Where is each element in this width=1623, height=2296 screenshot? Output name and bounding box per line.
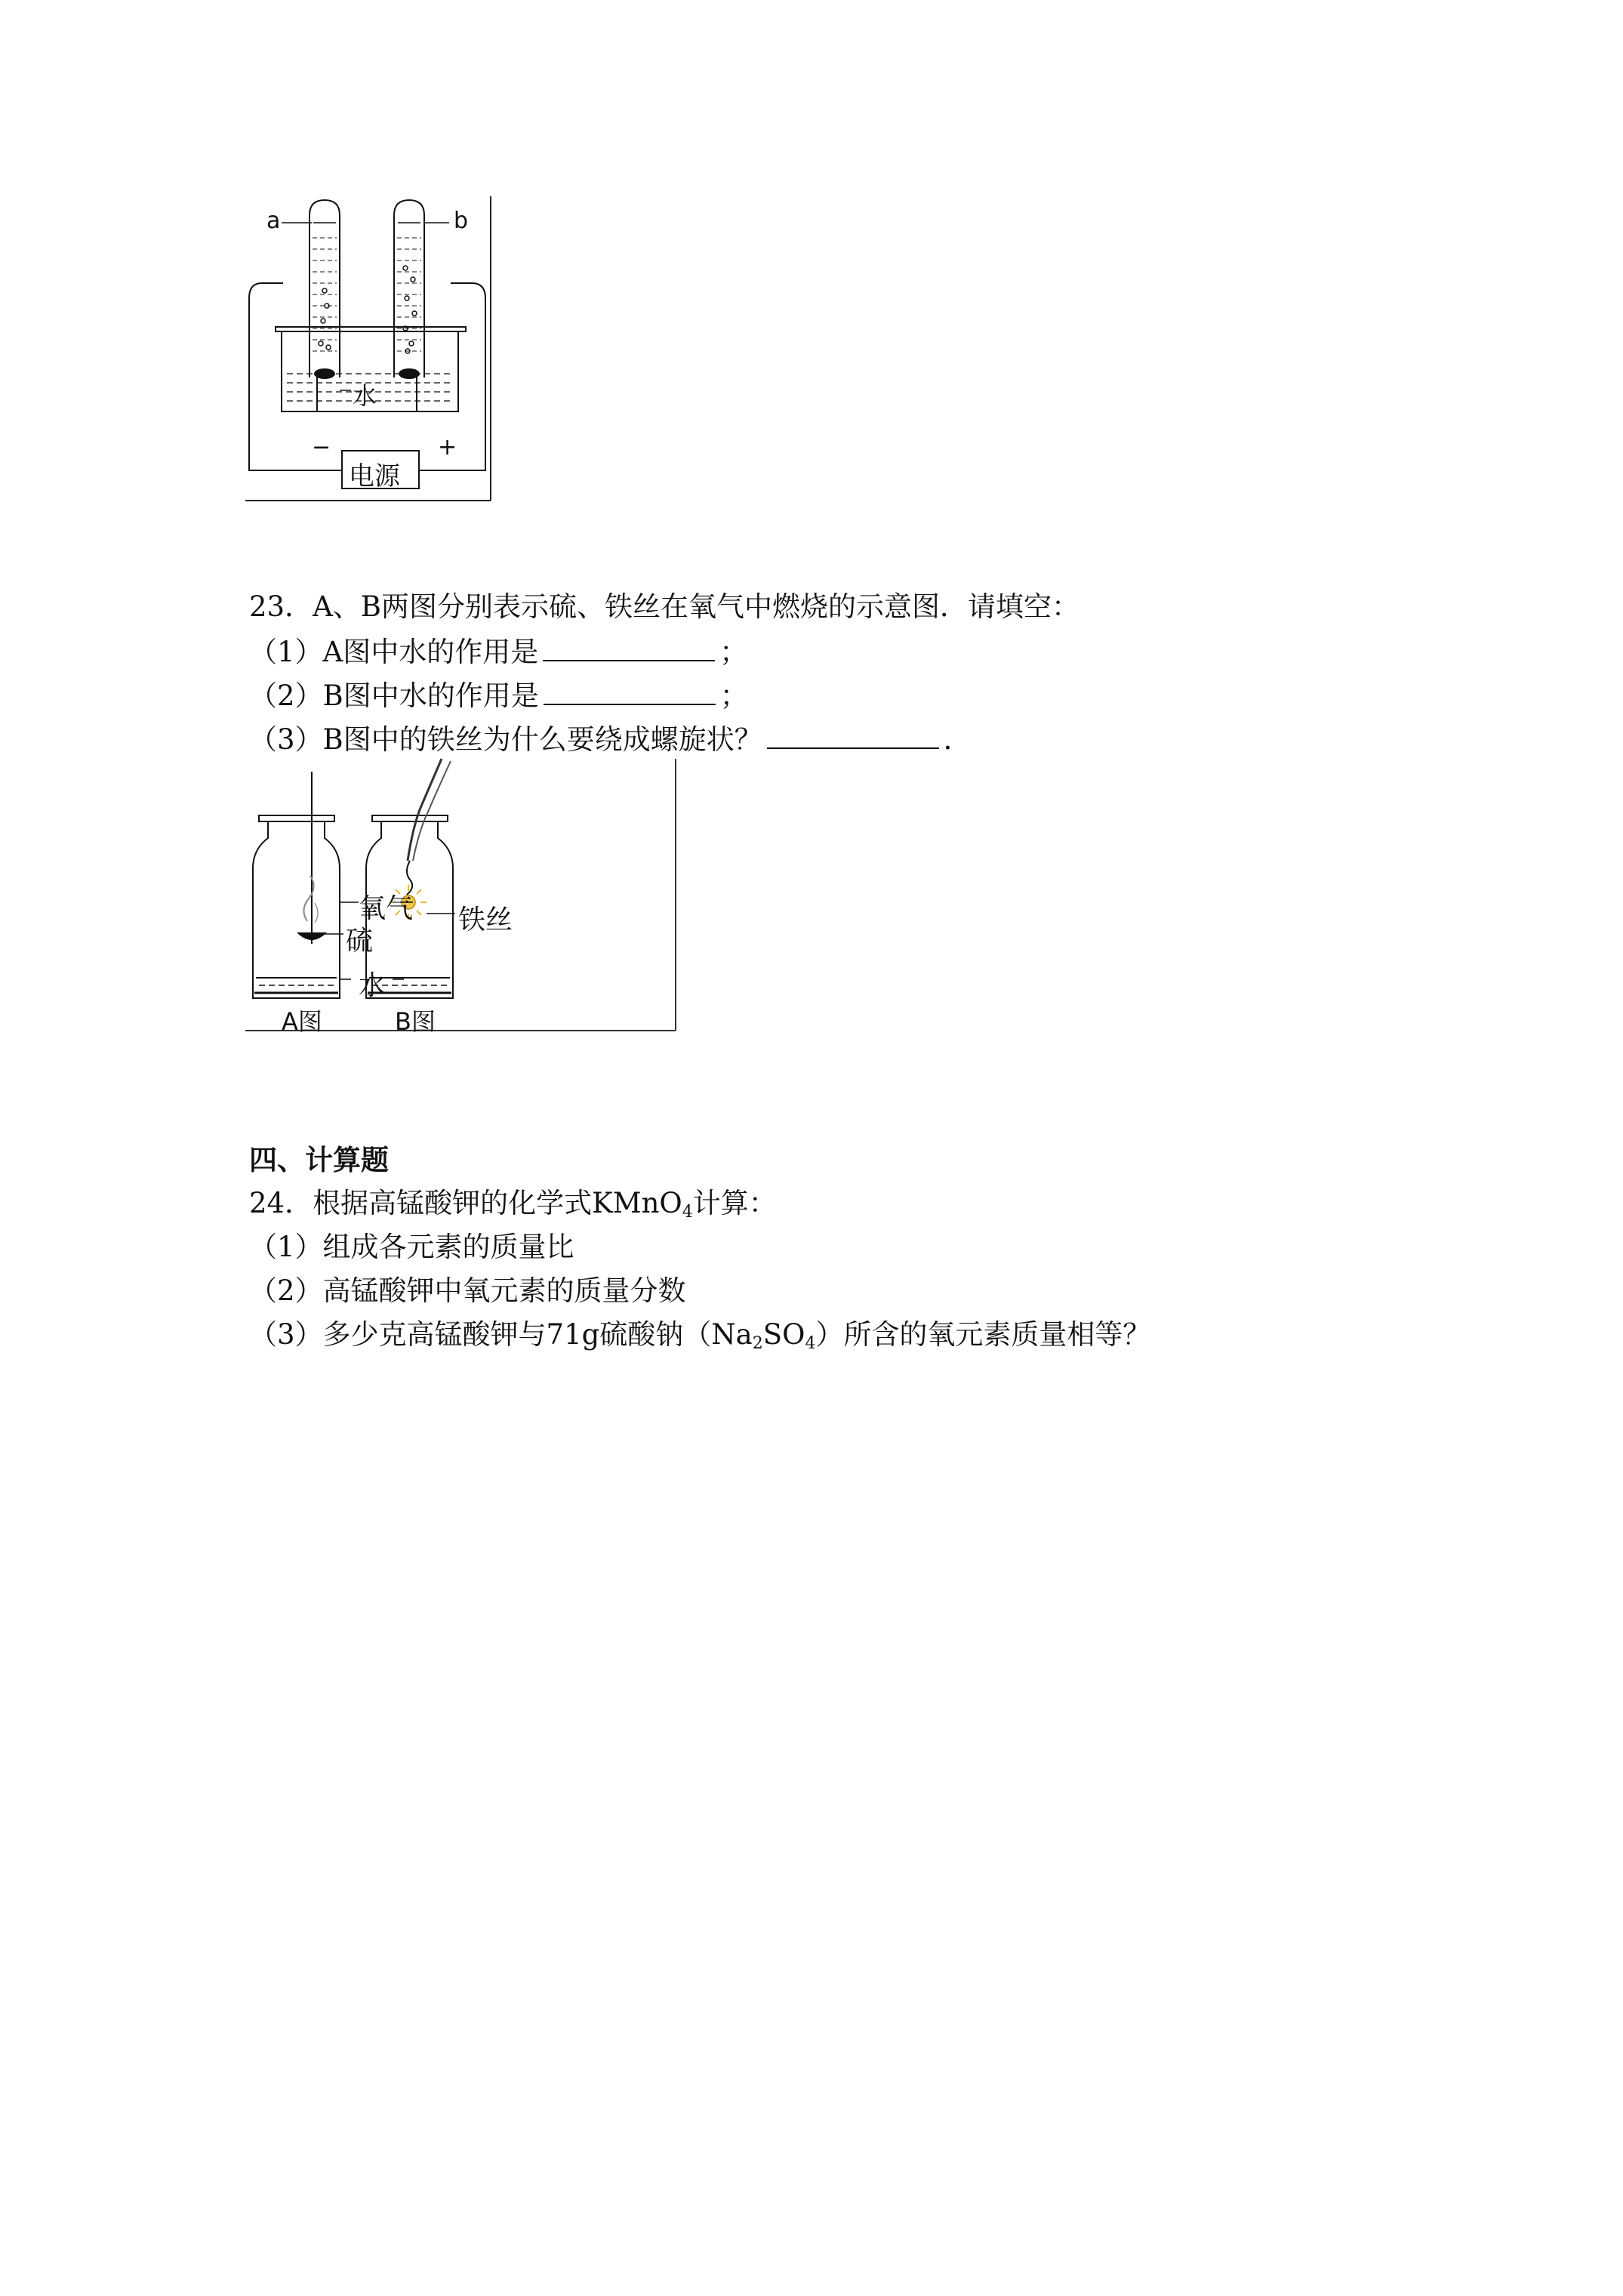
water-label: 水 bbox=[359, 970, 387, 1001]
q23-part2-text: （2）B图中水的作用是 bbox=[249, 680, 539, 712]
q24-part3-sub2: 4 bbox=[805, 1334, 816, 1353]
q24-part3-mid: SO bbox=[762, 1318, 805, 1351]
electrode-label-b: b bbox=[454, 208, 469, 234]
q23-part1-text: （1）A图中水的作用是 bbox=[249, 636, 539, 668]
q24-stem-text: 24．根据高锰酸钾的化学式KMnO bbox=[249, 1187, 682, 1219]
q24-part3-text: （3）多少克高锰酸钾与71g硫酸钠（Na bbox=[249, 1318, 753, 1351]
q23-part3-blank[interactable] bbox=[767, 720, 939, 749]
negative-terminal-label: − bbox=[312, 434, 331, 461]
figure-b-caption: B图 bbox=[395, 1007, 436, 1036]
trough-water-label: 水 bbox=[353, 381, 377, 410]
q24-part2: （2）高锰酸钾中氧元素的质量分数 bbox=[249, 1274, 686, 1307]
electrode-label-a: a bbox=[266, 208, 281, 234]
sulfur-label: 硫 bbox=[346, 926, 374, 957]
q24-stem-subscript: 4 bbox=[682, 1203, 693, 1222]
section-title: 四、计算题 bbox=[249, 1143, 389, 1176]
q24-part3 bbox=[249, 1317, 1150, 1362]
q23-part3 bbox=[249, 720, 972, 758]
q24-stem bbox=[249, 1185, 777, 1231]
q23-part2 bbox=[249, 676, 748, 714]
iron-wire-label: 铁丝 bbox=[458, 905, 513, 935]
q24-stem-end: 计算： bbox=[692, 1187, 777, 1219]
q24-part3-sub1: 2 bbox=[752, 1334, 763, 1353]
power-supply-label: 电源 bbox=[349, 461, 400, 492]
q23-part1-blank[interactable] bbox=[543, 633, 715, 661]
combustion-figure bbox=[245, 755, 683, 1034]
figure-a-caption: A图 bbox=[282, 1007, 322, 1036]
oxygen-label: 氧气 bbox=[359, 893, 414, 924]
q24-part1: （1）组成各元素的质量比 bbox=[249, 1231, 574, 1263]
combustion-diagram bbox=[245, 755, 683, 1034]
q23-part1 bbox=[249, 633, 747, 670]
q23-part2-end: ； bbox=[719, 680, 748, 712]
electrolysis-figure bbox=[245, 193, 494, 502]
q23-part3-text: （3）B图中的铁丝为什么要绕成螺旋状？ bbox=[249, 723, 762, 756]
q23-stem: 23．A、B两图分别表示硫、铁丝在氧气中燃烧的示意图．请填空： bbox=[249, 590, 1079, 623]
q23-part1-end: ； bbox=[719, 636, 748, 668]
positive-terminal-label: + bbox=[438, 434, 457, 461]
q23-part2-blank[interactable] bbox=[544, 676, 716, 705]
q24-part3-end: ）所含的氧元素质量相等？ bbox=[815, 1318, 1151, 1351]
q23-part3-end: ． bbox=[943, 723, 972, 756]
